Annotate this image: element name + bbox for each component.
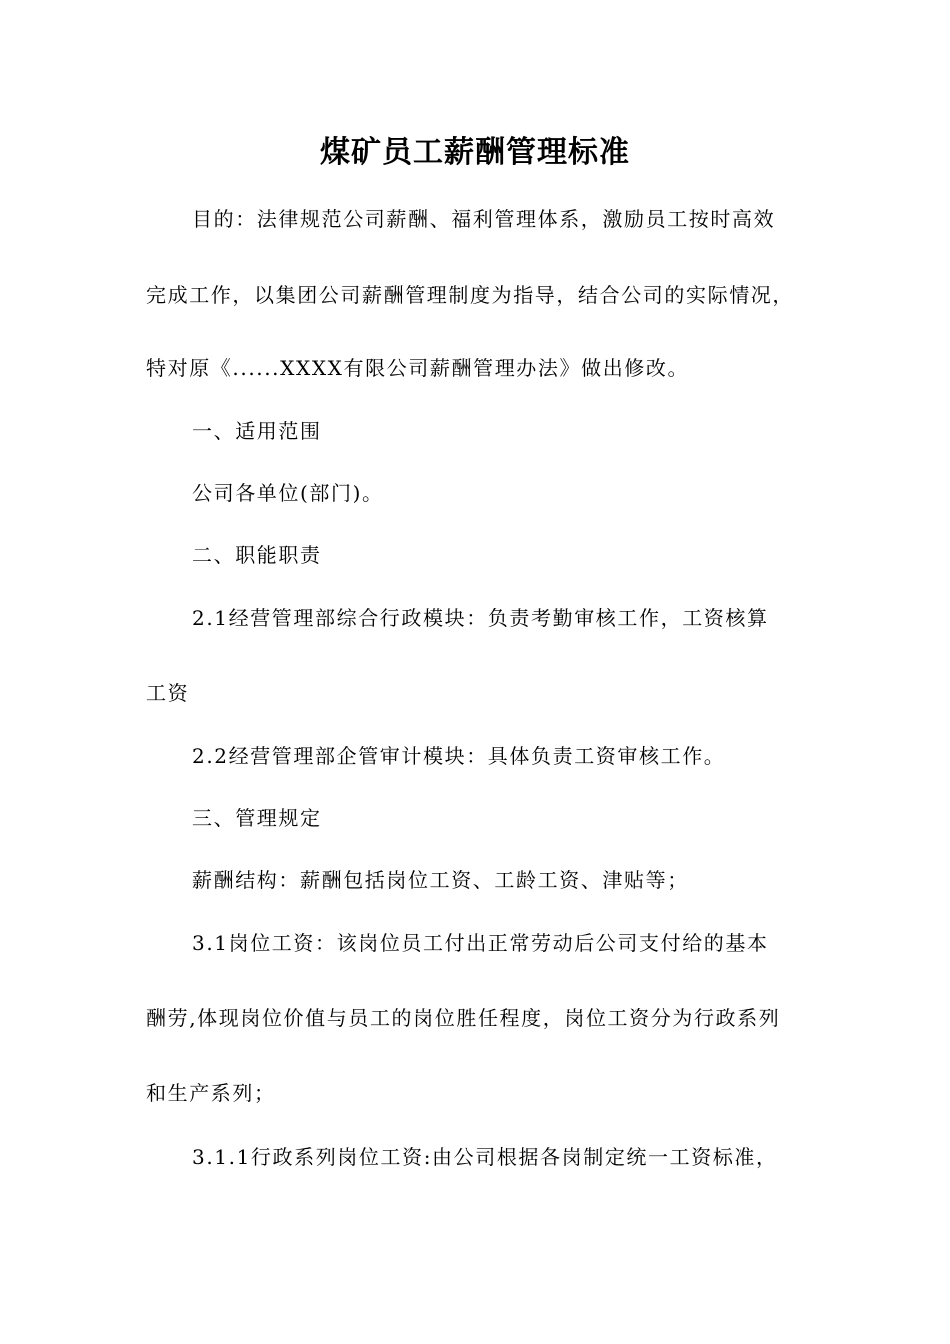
- section-heading-rules: 三、管理规定: [192, 806, 322, 830]
- paragraph-3-1-line-2: 酬劳,体现岗位价值与员工的岗位胜任程度，岗位工资分为行政系列: [146, 1006, 781, 1030]
- paragraph-scope: 公司各单位(部门)。: [192, 481, 384, 505]
- section-heading-scope: 一、适用范围: [192, 419, 322, 443]
- paragraph-duty-2-1-line-2: 工资: [146, 681, 190, 705]
- paragraph-purpose-line-1: 目的：法律规范公司薪酬、福利管理体系，激励员工按时高效: [192, 207, 776, 231]
- paragraph-purpose-line-2: 完成工作，以集团公司薪酬管理制度为指导，结合公司的实际情况，: [146, 283, 794, 307]
- paragraph-3-1-line-3: 和生产系列；: [146, 1081, 276, 1105]
- paragraph-duty-2-2: 2.2经营管理部企管审计模块：具体负责工资审核工作。: [192, 744, 726, 768]
- paragraph-duty-2-1-line-1: 2.1经营管理部综合行政模块：负责考勤审核工作，工资核算: [192, 606, 769, 630]
- paragraph-purpose-line-3: 特对原《......XXXX有限公司薪酬管理办法》做出修改。: [146, 356, 690, 380]
- paragraph-3-1-line-1: 3.1岗位工资：该岗位员工付出正常劳动后公司支付给的基本: [192, 931, 769, 955]
- paragraph-salary-structure: 薪酬结构：薪酬包括岗位工资、工龄工资、津贴等；: [192, 868, 689, 892]
- document-title: 煤矿员工薪酬管理标准: [320, 135, 630, 170]
- section-heading-duties: 二、职能职责: [192, 543, 322, 567]
- paragraph-3-1-1: 3.1.1行政系列岗位工资:由公司根据各岗制定统一工资标准，: [192, 1145, 778, 1169]
